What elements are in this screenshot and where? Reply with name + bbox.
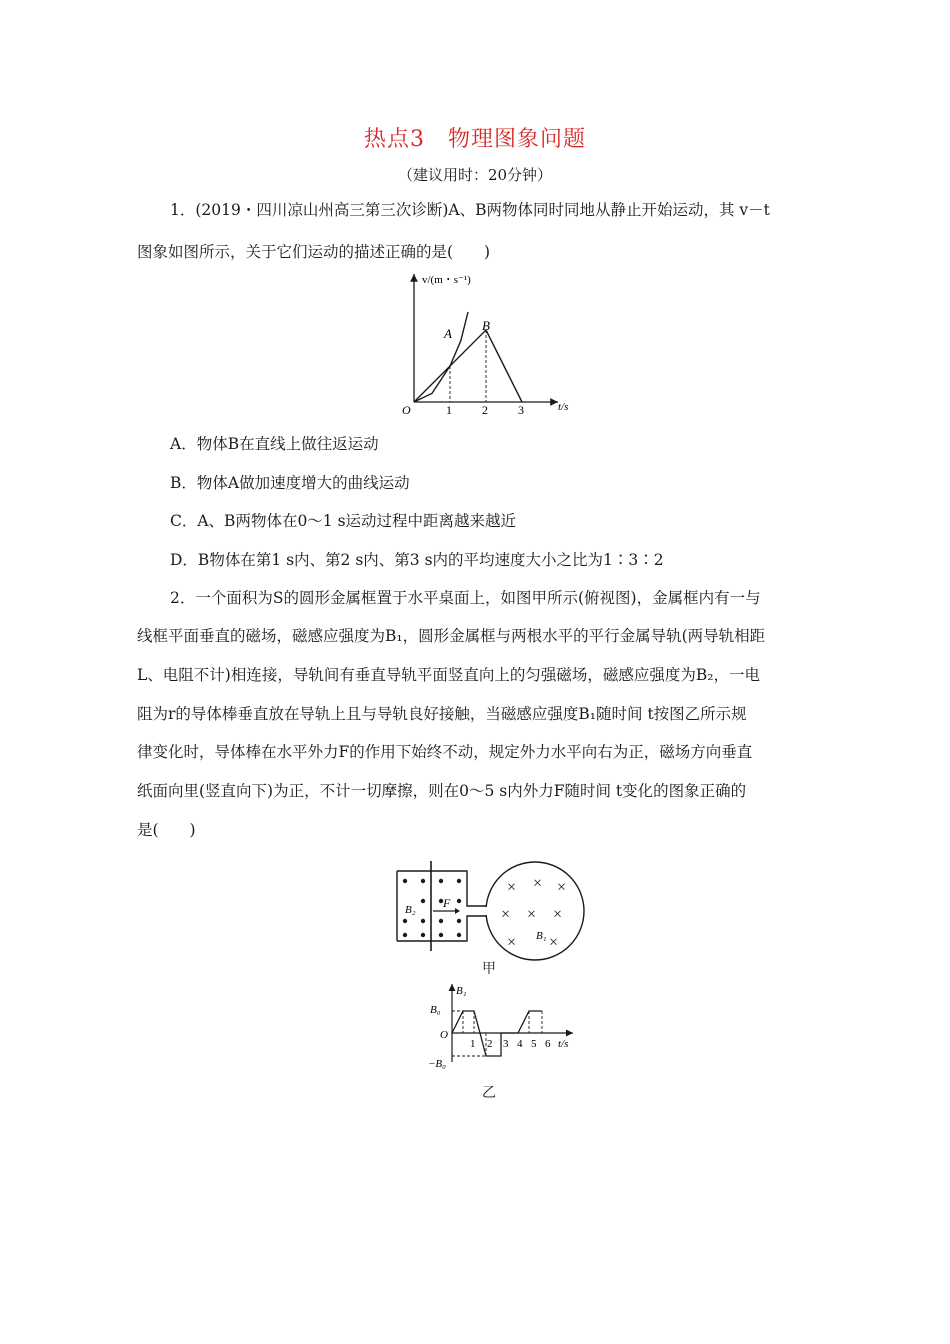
field-cross: × <box>501 906 511 923</box>
field-dot <box>421 919 425 923</box>
q1-x-tick-1: 1 <box>446 403 452 417</box>
yi-x-tick-4: 4 <box>517 1038 523 1050</box>
yi-x-tick-2: 2 <box>487 1038 493 1050</box>
b2-label: B₂ <box>405 904 416 916</box>
field-dot <box>403 919 407 923</box>
q1-option-c: C．A、B两物体在0～1 s运动过程中距离越来越近 <box>170 512 517 530</box>
q2-stem-line-1: 2．一个面积为S的圆形金属框置于水平桌面上，如图甲所示(俯视图)，金属框内有一与 <box>170 589 761 607</box>
q1-x-tick-2: 2 <box>482 403 488 417</box>
field-cross: × <box>527 906 537 923</box>
q2-figure-yi <box>428 978 578 1078</box>
q1-option-a: A．物体B在直线上做往返运动 <box>170 435 379 453</box>
series-b-label: B <box>482 318 490 333</box>
q2-figure-jia <box>395 855 590 965</box>
yi-x-label: t/s <box>558 1038 569 1050</box>
q1-x-label: t/s <box>558 401 569 413</box>
yi-origin: O <box>440 1029 448 1041</box>
q2-stem-line-6: 纸面向里(竖直向下)为正，不计一切摩擦，则在0～5 s内外力F随时间 t变化的图象正确的 <box>137 782 747 800</box>
field-dot <box>421 899 425 903</box>
caption-jia: 甲 <box>482 961 496 977</box>
q2-stem-line-2: 线框平面垂直的磁场，磁感应强度为B₁，圆形金属框与两根水平的平行金属导轨(两导轨相距 <box>137 627 766 645</box>
field-dot <box>403 879 407 883</box>
field-cross: × <box>553 906 563 923</box>
field-dot <box>439 933 443 937</box>
field-dot <box>457 933 461 937</box>
time-suggestion: （建议用时：20分钟） <box>397 166 553 184</box>
field-cross: × <box>549 934 559 951</box>
series-b-line <box>414 330 522 402</box>
field-dot <box>439 919 443 923</box>
yi-b0-label: B₀ <box>430 1004 441 1016</box>
field-dot <box>457 899 461 903</box>
yi-x-tick-6: 6 <box>545 1038 551 1050</box>
q1-x-tick-3: 3 <box>518 403 524 417</box>
b1-label: B₁ <box>536 930 547 942</box>
series-a-label: A <box>444 326 452 341</box>
field-cross: × <box>557 879 567 896</box>
force-label: F <box>443 896 451 910</box>
field-dot <box>421 933 425 937</box>
field-dot <box>457 919 461 923</box>
yi-y-label: B₁ <box>456 985 467 997</box>
q2-stem-line-3: L、电阻不计)相连接，导轨间有垂直导轨平面竖直向上的匀强磁场，磁感应强度为B₂，一电 <box>137 666 760 684</box>
field-cross: × <box>507 934 517 951</box>
b1-field-crosses <box>501 875 566 951</box>
q1-origin: O <box>402 403 411 417</box>
q1-vt-chart <box>400 268 590 418</box>
yi-x-tick-1: 1 <box>470 1038 476 1050</box>
yi-x-tick-5: 5 <box>531 1038 537 1050</box>
field-dot <box>421 879 425 883</box>
q2-stem-line-7: 是( ) <box>137 821 196 839</box>
q2-stem-line-5: 律变化时，导体棒在水平外力F的作用下始终不动，规定外力水平向右为正，磁场方向垂直 <box>137 743 753 761</box>
field-dot <box>457 879 461 883</box>
field-dot <box>403 933 407 937</box>
q1-option-d: D．B物体在第1 s内、第2 s内、第3 s内的平均速度大小之比为1∶3∶2 <box>170 551 664 569</box>
field-cross: × <box>507 879 517 896</box>
q2-stem-line-4: 阻为r的导体棒垂直放在导轨上且与导轨良好接触，当磁感应强度B₁随时间 t按图乙所示规 <box>137 705 747 723</box>
yi-x-tick-3: 3 <box>503 1038 509 1050</box>
field-dot <box>439 879 443 883</box>
q1-y-label: v/(m・s⁻¹) <box>422 274 471 286</box>
field-cross: × <box>533 875 543 892</box>
caption-yi: 乙 <box>482 1085 496 1101</box>
q1-stem-line-1: 1．(2019・四川凉山州高三第三次诊断)A、B两物体同时同地从静止开始运动，其 v－t <box>170 201 770 219</box>
yi-neg-b0-label: −B₀ <box>428 1058 446 1070</box>
q1-option-b: B．物体A做加速度增大的曲线运动 <box>170 474 410 492</box>
page-title: 热点3 物理图象问题 <box>364 127 586 152</box>
q1-stem-line-2: 图象如图所示，关于它们运动的描述正确的是( ) <box>137 243 491 261</box>
